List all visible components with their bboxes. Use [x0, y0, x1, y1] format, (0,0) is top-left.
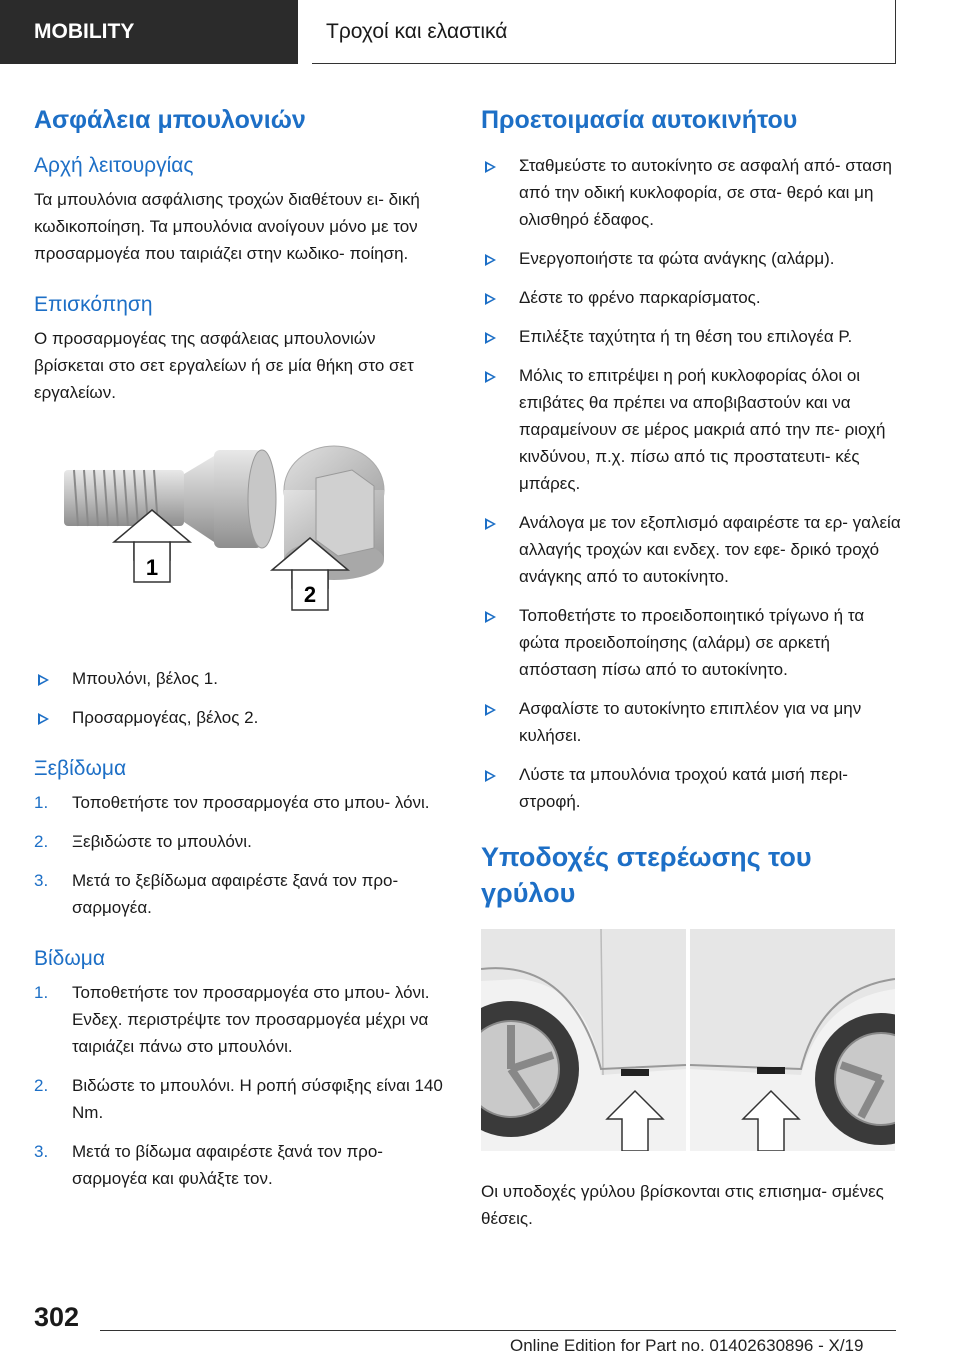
triangle-bullet-icon [485, 704, 496, 716]
left-column [34, 98, 444, 1216]
list-item: Ενεργοποιήστε τα φώτα ανάγκης (αλάρμ). [481, 245, 901, 272]
triangle-bullet-icon [485, 371, 496, 383]
front-jack-point-panel [481, 929, 686, 1151]
section-title-vehicle-prep: Προετοιμασία αυτοκινήτου [481, 106, 798, 134]
list-item: Προσαρμογέας, βέλος 2. [34, 704, 444, 731]
triangle-bullet-icon [485, 611, 496, 623]
triangle-bullet-icon [485, 254, 496, 266]
page-header [0, 0, 960, 64]
chapter-title: Τροχοί και ελαστικά [312, 0, 896, 64]
list-item: Επιλέξτε ταχύτητα ή τη θέση του επιλογέα P. [481, 323, 901, 350]
edition-text: Online Edition for Part no. 01402630896 - X/19 [510, 1336, 864, 1355]
triangle-bullet-icon [485, 518, 496, 530]
text-principle: Τα μπουλόνια ασφάλισης τροχών διαθέτουν ει- δική κωδικοποίηση. Τα μπουλόνια ανοίγουν μόνο με τον προσαρμογέα που ταιριάζει στην κωδικο- ποίηση. [34, 190, 420, 263]
prep-list [481, 152, 901, 815]
triangle-bullet-icon [38, 713, 49, 725]
triangle-bullet-icon [38, 674, 49, 686]
list-item: Μπουλόνι, βέλος 1. [34, 665, 444, 692]
list-item: 3. Μετά το βίδωμα αφαιρέστε ξανά τον προ- σαρμογέα και φυλάξτε τον. [34, 1142, 383, 1188]
triangle-bullet-icon [485, 770, 496, 782]
list-item: 1. Τοποθετήστε τον προσαρμογέα στο μπου- λόνι. [34, 793, 430, 812]
list-item: Ασφαλίστε το αυτοκίνητο επιπλέον για να μην κυλήσει. [481, 695, 901, 749]
heading-principle: Αρχή λειτουργίας [34, 154, 194, 177]
list-item: 1. Τοποθετήστε τον προσαρμογέα στο μπου- λόνι. Ενδεχ. περιστρέψτε τον προσαρμογέα μέχρι να ταιριάζει πάνω στο μπουλόνι. [34, 983, 430, 1056]
list-item: 2. Βιδώστε το μπουλόνι. Η ροπή σύσφιξης είναι 140 Nm. [34, 1076, 443, 1122]
list-item: Σταθμεύστε το αυτοκίνητο σε ασφαλή από- σταση από την οδική κυκλοφορία, σε στα- θερό και μη ολισθηρό έδαφος. [481, 152, 901, 233]
list-item: Λύστε τα μπουλόνια τροχού κατά μισή περι- στροφή. [481, 761, 901, 815]
arrow-1-label: 1 [145, 555, 159, 580]
arrow-2-label: 2 [303, 582, 317, 607]
list-item: Ανάλογα με τον εξοπλισμό αφαιρέστε τα ερ- γαλεία αλλαγής τροχών και ενδεχ. τον εφε- δρικό τροχό ανάγκης από το αυτοκίνητο. [481, 509, 901, 590]
list-item: Δέστε το φρένο παρκαρίσματος. [481, 284, 901, 311]
triangle-bullet-icon [485, 161, 496, 173]
section-title-jack-points: Υποδοχές στερέωσης του γρύλου [481, 842, 812, 908]
footer-divider [100, 1330, 896, 1331]
list-item: 3. Μετά το ξεβίδωμα αφαιρέστε ξανά τον προ- σαρμογέα. [34, 871, 399, 917]
bolt-adapter-illustration [34, 430, 444, 635]
list-item: 2. Ξεβιδώστε το μπουλόνι. [34, 832, 252, 851]
jack-points-illustration [481, 929, 901, 1156]
triangle-bullet-icon [485, 293, 496, 305]
text-overview: Ο προσαρμογέας της ασφάλειας μπουλονιών βρίσκεται στο σετ εργαλείων ή σε μία θήκη στο σετ εργαλείων. [34, 329, 414, 402]
list-item: Τοποθετήστε το προειδοποιητικό τρίγωνο ή τα φώτα προειδοποίησης (αλάρμ) σε αρκετή απόσταση πίσω από το αυτοκίνητο. [481, 602, 901, 683]
page-number: 302 [34, 1302, 80, 1332]
heading-overview: Επισκόπηση [34, 293, 153, 316]
section-title-bolt-lock: Ασφάλεια μπουλονιών [34, 106, 306, 134]
heading-unscrew: Ξεβίδωμα [34, 757, 127, 780]
list-item: Μόλις το επιτρέψει η ροή κυκλοφορίας όλοι οι επιβάτες θα πρέπει να αποβιβαστούν και να παραμείνουν σε μέρος μακριά από την πε- ριοχή κινδύνου, π.χ. πίσω από τις προστατευτι- κές μπάρες. [481, 362, 901, 497]
rear-jack-point-panel [690, 929, 895, 1151]
heading-screw: Βίδωμα [34, 947, 105, 970]
right-column [481, 98, 901, 1256]
screw-steps [34, 979, 444, 1192]
triangle-bullet-icon [485, 332, 496, 344]
page-footer [0, 1296, 960, 1362]
figure-legend-list [34, 665, 444, 731]
section-tab: MOBILITY [0, 0, 298, 64]
text-jack-points: Οι υποδοχές γρύλου βρίσκονται στις επισημα- σμένες θέσεις. [481, 1182, 884, 1228]
unscrew-steps [34, 789, 444, 921]
